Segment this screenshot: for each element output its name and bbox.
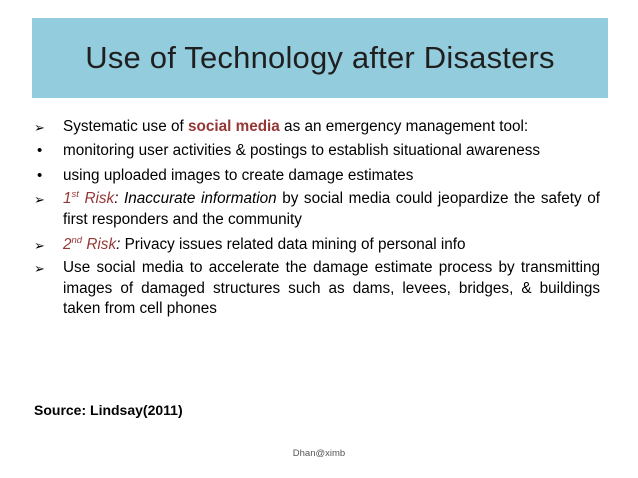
- risk-number: 2: [63, 235, 72, 253]
- risk-ordinal-suffix: st: [71, 188, 79, 200]
- bullet-text: Privacy issues related data mining of personal info: [120, 235, 466, 253]
- arrow-bullet-icon: ➢: [34, 237, 45, 253]
- risk-number: 1: [63, 190, 72, 207]
- footer-author: Dhan@ximb: [292, 448, 346, 459]
- bullet-text: Use social media to accelerate the damage estimate process by transmitting images of damaged structures such as dams, levees, bridges, & buildings taken from cell phones: [63, 259, 600, 317]
- risk-colon: :: [116, 235, 121, 253]
- arrow-bullet-icon: ➢: [34, 261, 45, 276]
- slide-title: Use of Technology after Disasters: [85, 40, 555, 75]
- bullet-text: Systematic use of: [63, 118, 188, 135]
- risk-italic-text: Inaccurate information: [118, 190, 277, 207]
- social-media-highlight: social media: [187, 118, 280, 135]
- risk-ordinal-suffix: nd: [71, 234, 83, 246]
- arrow-bullet-icon: ➢: [34, 192, 45, 207]
- risk-label: Risk: [78, 190, 115, 207]
- arrow-bullet-icon: ➢: [34, 120, 45, 135]
- bullet-text: monitoring user activities & postings to establish situational awareness: [63, 141, 540, 159]
- bullet-item-second-risk: [34, 235, 600, 256]
- bullet-text: as an emergency management tool:: [279, 118, 529, 135]
- risk-label: Risk: [82, 235, 117, 253]
- bullet-list: [34, 117, 600, 324]
- bullet-item-accelerate-estimates: [34, 258, 600, 320]
- risk-colon: :: [114, 190, 119, 207]
- bullet-item-systematic-use: [34, 117, 600, 138]
- bullet-item-monitoring: [34, 141, 600, 162]
- dot-bullet-icon: •: [37, 166, 43, 184]
- source-citation: Source: Lindsay(2011): [34, 402, 183, 418]
- bullet-item-uploaded-images: [34, 166, 600, 187]
- title-band: [32, 18, 608, 98]
- bullet-text: by social media could jeopardize the safety of first responders and the community: [63, 190, 600, 228]
- dot-bullet-icon: •: [37, 141, 43, 159]
- bullet-text: using uploaded images to create damage estimates: [63, 166, 414, 184]
- bullet-item-first-risk: [34, 189, 600, 230]
